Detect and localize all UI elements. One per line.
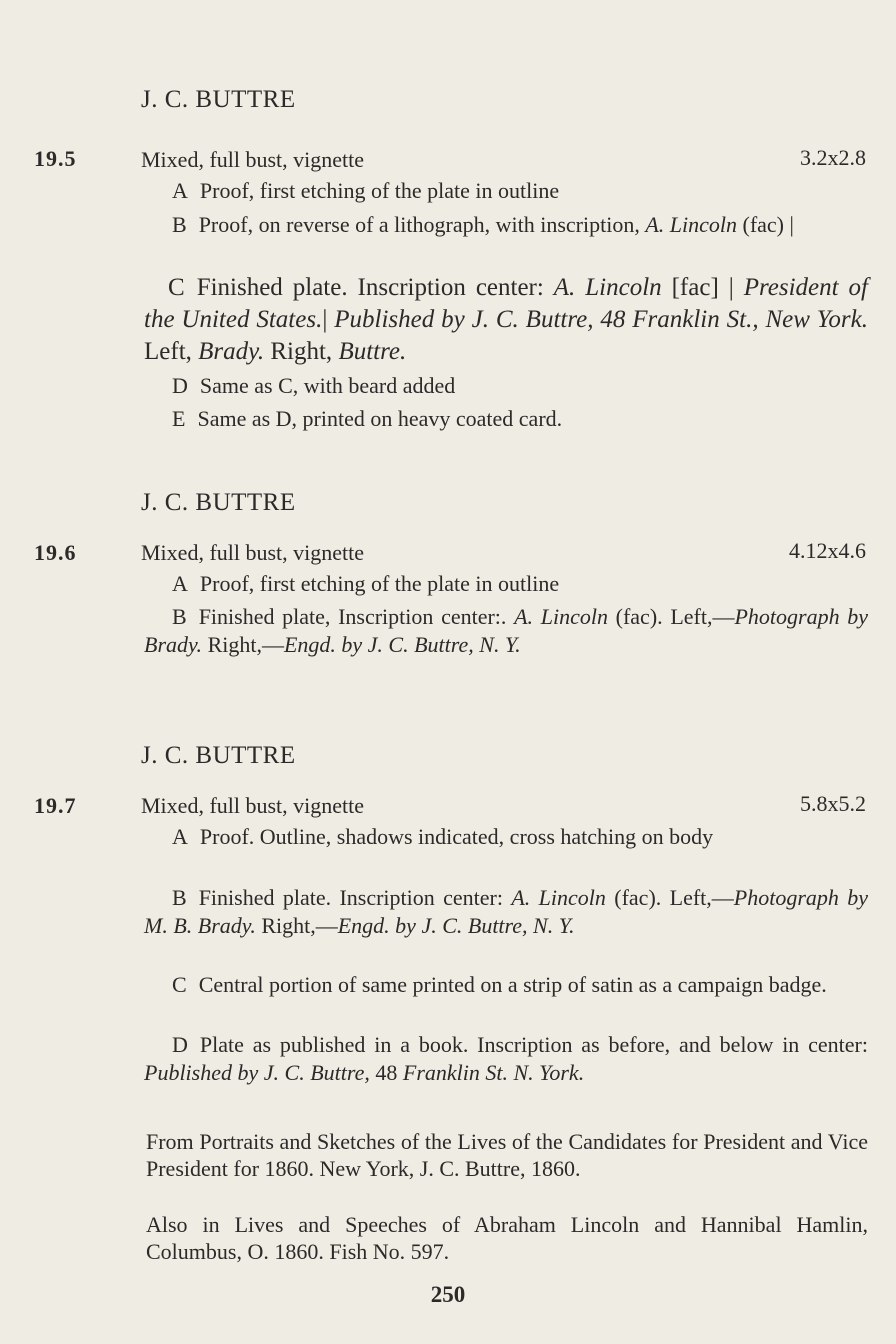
- variant-text: Proof, on reverse of a lithograph, with inscription,: [198, 212, 640, 237]
- item-description: Mixed, full bust, vignette: [141, 540, 365, 565]
- variant-label: C: [172, 972, 187, 997]
- item-size: 4.12x4.6: [789, 538, 866, 563]
- variant-text: Proof, first etching of the plate in outline: [199, 178, 560, 203]
- variant-text: Proof. Outline, shadows indicated, cross hatching on body: [199, 824, 714, 849]
- variant-b: [144, 211, 868, 239]
- variant-italic: Engd. by J. C. Buttre, N. Y.: [337, 913, 575, 938]
- variant-italic: Photograph by M. B. Brady.: [144, 885, 869, 938]
- variant-text: Central portion of same printed on a strip of satin as a campaign badge.: [198, 972, 827, 997]
- variant-label: B: [172, 885, 187, 910]
- variant-text: Finished plate. Inscription center:: [196, 274, 544, 301]
- variant-d: [144, 372, 868, 400]
- source-note: Also in Lives and Speeches of Abraham Lincoln and Hannibal Hamlin, Columbus, O. 1860. Fish No. 597.: [146, 1212, 868, 1264]
- variant-text: Finished plate. Inscription center:: [198, 885, 503, 910]
- variant-c: [144, 971, 868, 999]
- variant-b: [144, 603, 868, 659]
- variant-italic: Brady.: [198, 338, 265, 365]
- variant-text: Plate as published in a book. Inscription as before, and below in center:: [199, 1032, 868, 1057]
- variant-a: [144, 177, 868, 205]
- variant-italic: A. Lincoln: [511, 885, 606, 910]
- variant-e: [144, 405, 868, 433]
- variant-italic: Buttre.: [338, 338, 407, 365]
- variant-italic: President of the United States.: [144, 274, 868, 333]
- variant-a: [144, 570, 868, 598]
- variant-italic: A. Lincoln: [514, 604, 608, 629]
- variant-text: (fac) |: [742, 212, 794, 237]
- variant-b: [144, 884, 868, 940]
- variant-label: C: [168, 274, 185, 301]
- item-size: 3.2x2.8: [800, 145, 866, 170]
- variant-italic: A. Lincoln: [553, 274, 662, 301]
- item-size: 5.8x5.2: [800, 791, 866, 816]
- section-heading: J. C. BUTTRE: [141, 86, 296, 113]
- item-number: 19.7: [34, 793, 77, 818]
- item-number: 19.5: [34, 146, 77, 171]
- variant-label: A: [172, 824, 188, 849]
- item-description: Mixed, full bust, vignette: [141, 793, 365, 818]
- variant-label: A: [172, 571, 188, 596]
- variant-italic: Franklin St. N. York.: [402, 1060, 585, 1085]
- variant-text: |: [322, 306, 328, 333]
- variant-text: Right,—: [207, 632, 284, 657]
- variant-text: Proof, first etching of the plate in outline: [199, 571, 560, 596]
- variant-italic: Photograph by Brady.: [144, 604, 869, 657]
- variant-text: Same as C, with beard added: [199, 373, 456, 398]
- variant-a: [144, 823, 868, 851]
- variant-label: A: [172, 178, 188, 203]
- variant-text: Finished plate, Inscription center:.: [198, 604, 507, 629]
- section-heading: J. C. BUTTRE: [141, 489, 296, 516]
- variant-text: 48: [375, 1060, 398, 1085]
- item-number: 19.6: [34, 540, 77, 565]
- variant-c: [144, 272, 868, 368]
- variant-text: Same as D, printed on heavy coated card.: [197, 406, 563, 431]
- variant-text: Right,—: [261, 913, 338, 938]
- variant-label: B: [172, 212, 187, 237]
- variant-label: E: [172, 406, 186, 431]
- item-description: Mixed, full bust, vignette: [141, 147, 365, 172]
- variant-text: Right,: [270, 338, 333, 365]
- variant-italic: Published by J. C. Buttre, 48 Franklin St., New York.: [334, 306, 868, 333]
- variant-italic: Engd. by J. C. Buttre, N. Y.: [283, 632, 521, 657]
- variant-text: (fac). Left,—: [614, 885, 734, 910]
- variant-label: D: [172, 1032, 188, 1057]
- variant-text: (fac). Left,—: [615, 604, 735, 629]
- variant-text: [fac] |: [671, 274, 734, 301]
- variant-label: B: [172, 604, 187, 629]
- variant-text: Left,: [144, 338, 192, 365]
- variant-label: D: [172, 373, 188, 398]
- source-note: From Portraits and Sketches of the Lives of the Candidates for President and Vice President for 1860. New York, J. C. Buttre, 1860.: [146, 1129, 868, 1181]
- page-number: 250: [430, 1282, 466, 1307]
- variant-d: [144, 1031, 868, 1087]
- variant-italic: A. Lincoln: [645, 212, 737, 237]
- section-heading: J. C. BUTTRE: [141, 742, 296, 769]
- variant-italic: Published by J. C. Buttre,: [144, 1060, 370, 1085]
